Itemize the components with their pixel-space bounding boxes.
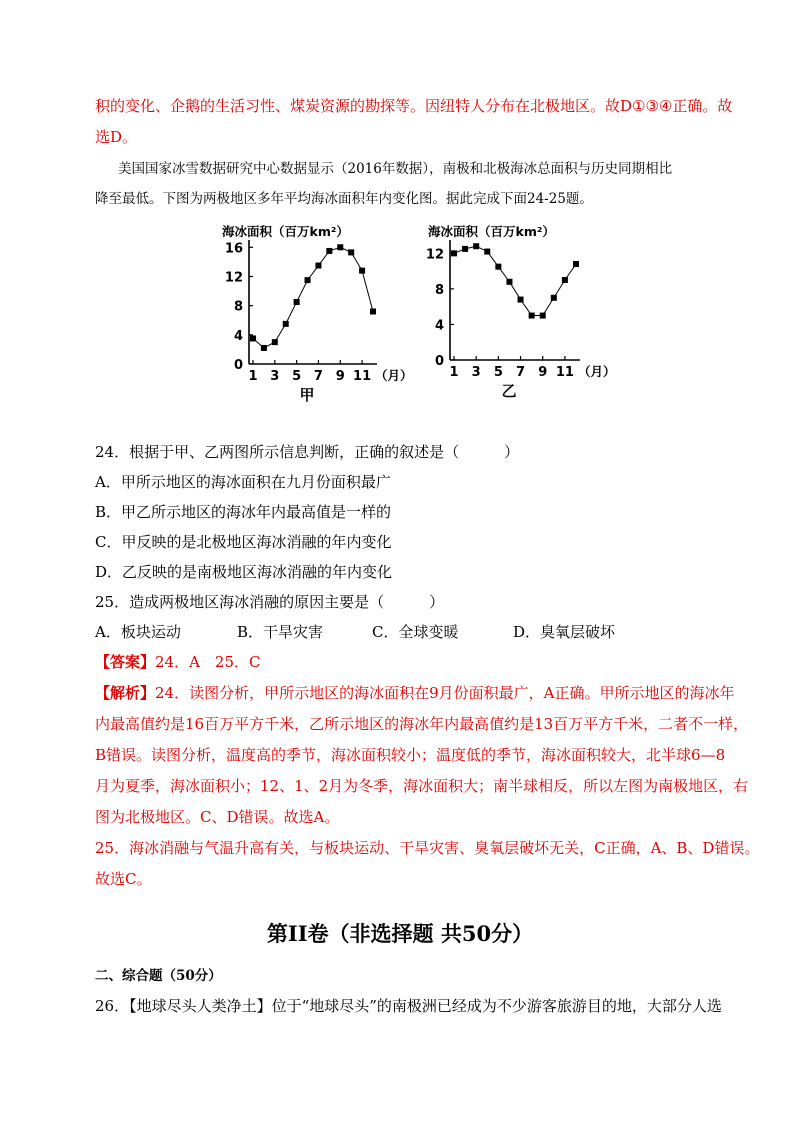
data-point [283,321,289,327]
x-tick-label: 7 [313,369,323,384]
x-tick-label: 7 [516,365,526,380]
data-point [562,277,568,283]
section-title: 第II卷（非选择题 共50分） [266,921,534,946]
q24-option-b: B．甲乙所示地区的海冰年内最高值是一样的 [95,503,392,521]
data-point [473,243,479,249]
chart-caption: 乙 [501,382,517,400]
x-tick-label: 3 [270,369,280,384]
q26-stem: 26．【地球尽头人类净土】位于“地球尽头”的南极洲已经成为不少游客旅游目的地，大部分人选 [95,997,722,1015]
data-point [451,250,457,256]
data-point [518,297,524,303]
part-heading: 二、综合题（50分） [95,968,222,984]
data-point [272,339,278,345]
chart-title: 海冰面积（百万km²） [428,224,555,239]
data-point [573,261,579,267]
y-tick-label: 0 [233,358,243,373]
q24-stem: 24．根据于甲、乙两图所示信息判断，正确的叙述是（ ） [95,443,520,461]
q24-option-d: D．乙反映的是南极地区海冰消融的年内变化 [95,563,393,581]
data-point [326,248,332,254]
chart-jia [222,224,413,404]
data-point [337,244,343,250]
q25-option-d: D．臭氧层破坏 [513,623,616,641]
x-tick-label: 9 [335,369,345,384]
answer-line [95,652,261,672]
q25-option-b: B．干旱灾害 [237,623,324,641]
x-tick-label: 5 [292,369,302,384]
x-axis-label: （月） [375,368,413,383]
x-tick-label: 11 [555,365,574,380]
y-tick-label: 0 [434,354,444,369]
series-line [253,247,373,348]
data-point [540,313,546,319]
data-point [495,264,501,270]
data-point [529,313,535,319]
analysis-line-1: 积的变化、企鹅的生活习性、煤炭资源的勘探等。因纽特人分布在北极地区。故D①③④正确。故 [95,97,733,115]
explain-line-1 [95,683,734,703]
answer-text: 24．A 25．C [155,653,261,671]
q25-option-c: C．全球变暖 [372,623,459,641]
intro-line-2: 降至最低。下图为两极地区多年平均海冰面积年内变化图。据此完成下面24-25题。 [95,191,593,207]
data-point [484,249,490,255]
data-point [315,263,321,269]
answer-tag: 【答案】 [95,653,156,671]
q24-option-c: C．甲反映的是北极地区海冰消融的年内变化 [95,533,392,551]
sea-ice-charts [0,220,800,410]
data-point [294,299,300,305]
explain-line-4: 月为夏季，海冰面积小；12、1、2月为冬季，海冰面积大；南半球相反，所以左图为南极地区，右 [95,777,749,795]
y-tick-label: 4 [434,318,444,334]
x-tick-label: 1 [248,369,258,384]
y-tick-label: 8 [233,299,243,315]
y-tick-label: 12 [224,270,243,286]
data-point [462,246,468,252]
x-tick-label: 1 [449,365,459,380]
x-tick-label: 3 [471,365,481,380]
explain-line-3: B错误。读图分析，温度高的季节，海冰面积较小；温度低的季节，海冰面积较大，北半球6—8 [95,746,726,764]
q25-stem: 25．造成两极地区海冰消融的原因主要是（ ） [95,593,445,611]
y-tick-label: 12 [425,247,444,263]
x-tick-label: 5 [493,365,503,380]
chart-yi [426,224,616,400]
data-point [348,249,354,255]
explain-text-1: 24．读图分析，甲所示地区的海冰面积在9月份面积最广，A正确。甲所示地区的海冰年 [155,684,735,702]
data-point [551,295,557,301]
data-point [359,268,365,274]
q24-option-a: A．甲所示地区的海冰面积在九月份面积最广 [95,473,391,491]
explain-line-2: 内最高值约是16百万平方千米，乙所示地区的海冰年内最高值约是13百万平方千米，二者不一样， [95,715,749,733]
intro-line-1: 美国国家冰雪数据研究中心数据显示（2016年数据），南极和北极海冰总面积与历史同期相比 [118,161,673,177]
explain-line-6: 25．海冰消融与气温升高有关，与板块运动、干旱灾害、臭氧层破坏无关，C正确，A、B、D错误。 [95,839,760,857]
chart-caption: 甲 [299,386,315,404]
x-tick-label: 9 [538,365,548,380]
q25-option-a: A．板块运动 [95,623,181,641]
data-point [250,335,256,341]
series-line [454,246,576,315]
chart-title: 海冰面积（百万km²） [222,224,349,239]
y-tick-label: 16 [224,241,243,257]
explain-line-7: 故选C。 [95,870,152,888]
explain-tag: 【解析】 [95,684,156,702]
x-axis-label: （月） [578,364,616,379]
explain-line-5: 图为北极地区。C、D错误。故选A。 [95,808,340,826]
x-tick-label: 11 [353,369,372,384]
analysis-line-2: 选D。 [95,128,138,146]
data-point [261,345,267,351]
data-point [506,279,512,285]
data-point [370,308,376,314]
y-tick-label: 4 [233,328,243,344]
data-point [305,277,311,283]
y-tick-label: 8 [434,282,444,298]
